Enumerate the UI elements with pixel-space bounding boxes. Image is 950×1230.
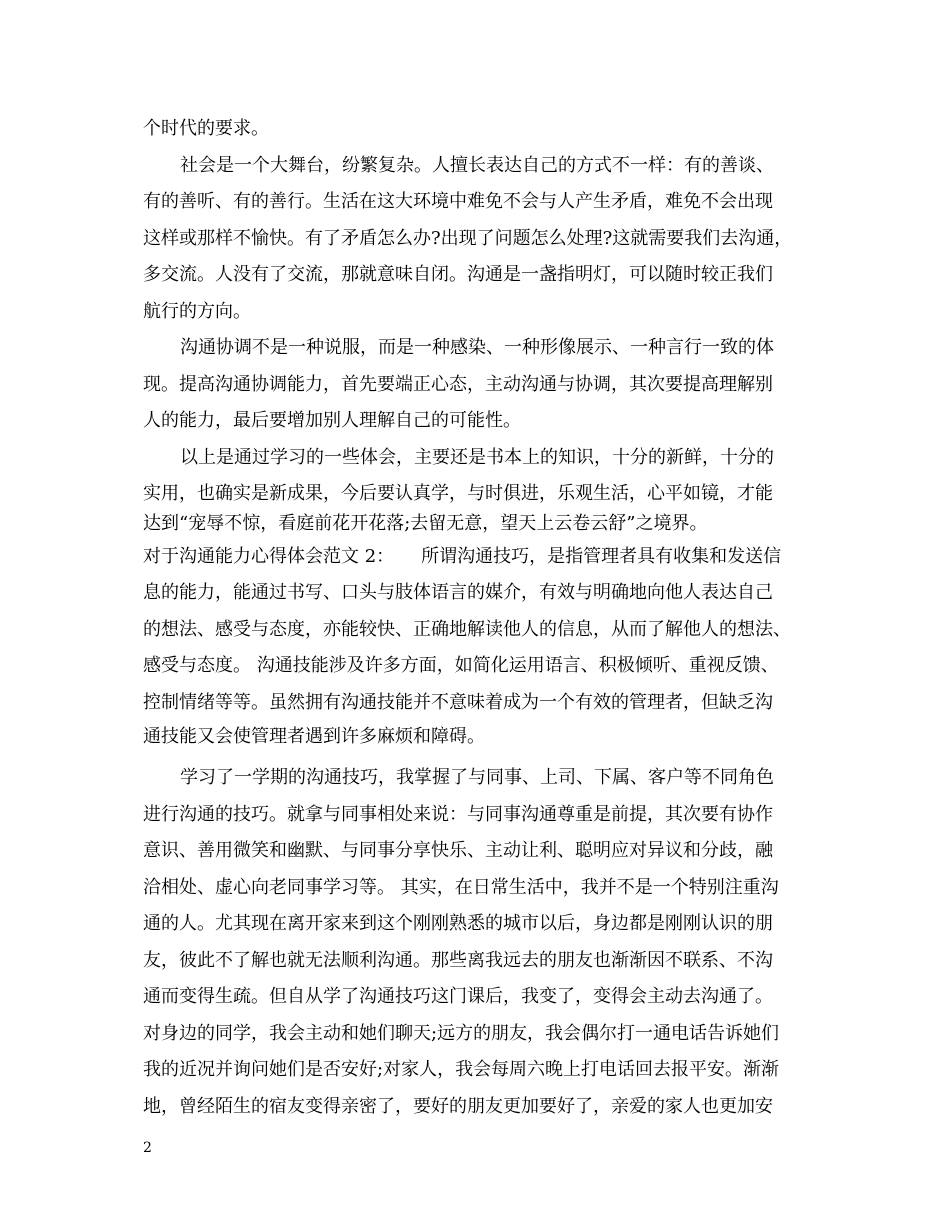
text-line: 实用，也确实是新成果，今后要认真学，与时俱进，乐观生活，心平如镜，才能 (143, 483, 773, 504)
text-line: 的想法、感受与态度，亦能较快、正确地解读他人的信息，从而了解他人的想法、 (143, 619, 791, 640)
text-line: 个时代的要求。 (143, 118, 269, 139)
text-line: 沟通协调不是一种说服，而是一种感染、一种形像展示、一种言行一致的体 (180, 337, 774, 358)
text-line: 进行沟通的技巧。就拿与同事相处来说：与同事沟通尊重是前提，其次要有协作 (143, 804, 773, 825)
text-line: 对身边的同学，我会主动和她们聊天;远方的朋友，我会偶尔打一通电话告诉她们 (143, 1023, 780, 1044)
text-line: 意识、善用微笑和幽默、与同事分享快乐、主动让利、聪明应对异议和分歧，融 (143, 840, 773, 861)
text-line: 控制情绪等等。虽然拥有沟通技能并不意味着成为一个有效的管理者，但缺乏沟 (143, 692, 773, 713)
text-line: 有的善听、有的善行。生活在这大环境中难免不会与人产生矛盾，难免不会出现 (143, 191, 773, 212)
page-number: 2 (143, 1140, 152, 1156)
text-line: 以上是通过学习的一些体会，主要还是书本上的知识，十分的新鲜，十分的 (180, 447, 774, 468)
text-line: 学习了一学期的沟通技巧，我掌握了与同事、上司、下属、客户等不同角色 (180, 767, 774, 788)
text-line: 多交流。人没有了交流，那就意味自闭。沟通是一盏指明灯，可以随时较正我们 (143, 264, 773, 285)
text-line: 感受与态度。 沟通技能涉及许多方面，如简化运用语言、积极倾听、重视反馈、 (143, 655, 779, 676)
text-line: 现。提高沟通协调能力，首先要端正心态，主动沟通与协调，其次要提高理解别 (143, 374, 773, 395)
text-line: 社会是一个大舞台，纷繁复杂。人擅长表达自己的方式不一样：有的善谈、 (180, 155, 774, 176)
text-line: 航行的方向。 (143, 301, 251, 322)
text-line: 通的人。尤其现在离开家来到这个刚刚熟悉的城市以后，身边都是刚刚认识的朋 (143, 913, 773, 934)
text-line: 通技能又会使管理者遇到许多麻烦和障碍。 (143, 726, 485, 747)
text-line: 达到“宠辱不惊，看庭前花开花落;去留无意，望天上云卷云舒”之境界。 (143, 513, 708, 534)
text-line: 洽相处、虚心向老同事学习等。 其实，在日常生活中，我并不是一个特别注重沟 (143, 877, 779, 898)
text-line: 地，曾经陌生的宿友变得亲密了，要好的朋友更加要好了，亲爱的家人也更加安 (143, 1096, 773, 1117)
text-line: 对于沟通能力心得体会范文 2： 所谓沟通技巧，是指管理者具有收集和发送信 (143, 546, 782, 567)
text-line: 通而变得生疏。但自从学了沟通技巧这门课后，我变了，变得会主动去沟通了。 (143, 986, 773, 1007)
text-line: 我的近况并询问她们是否安好;对家人，我会每周六晚上打电话回去报平安。渐渐 (143, 1059, 780, 1080)
text-line: 息的能力，能通过书写、口头与肢体语言的媒介，有效与明确地向他人表达自己 (143, 582, 773, 603)
text-line: 友，彼此不了解也就无法顺利沟通。那些离我远去的朋友也渐渐因不联系、不沟 (143, 950, 773, 971)
text-line: 这样或那样不愉快。有了矛盾怎么办?出现了问题怎么处理?这就需要我们去沟通， (143, 228, 793, 249)
text-line: 人的能力，最后要增加别人理解自己的可能性。 (143, 410, 521, 431)
